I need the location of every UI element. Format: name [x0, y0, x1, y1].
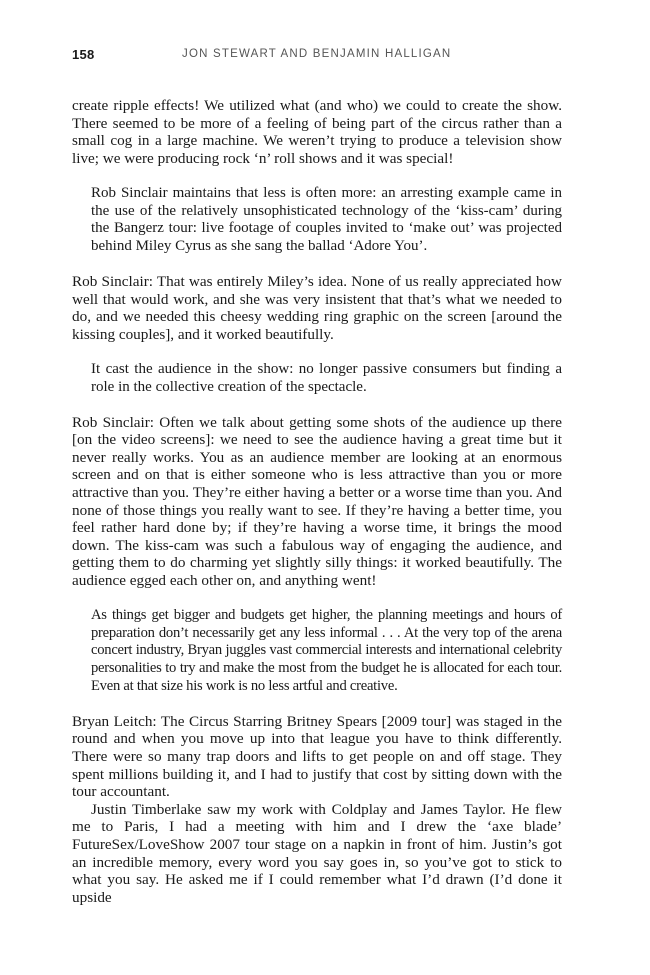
indented-paragraph: It cast the audience in the show: no longer passive consumers but finding a role in the collective creation of the spectacle.: [91, 360, 562, 395]
paragraph: Rob Sinclair: That was entirely Miley’s idea. None of us really appreciated how well that would work, and she was very insistent that that’s what we needed to do, and we needed this cheesy wedding ring graphic on the screen [around the kissing couples], and it worked beautifully.: [72, 272, 562, 343]
page-number: 158: [72, 47, 95, 62]
paragraph: Justin Timberlake saw my work with Coldplay and James Taylor. He flew me to Paris, I had a meeting with him and I drew the ‘axe blade’ FutureSex/LoveShow 2007 tour stage on a napkin in front of him. Justin’s got an incredible memory, every word you say goes in, so you’ve got to stick to what you say. He asked me if I could remember what I’d drawn (I’d done it upside: [72, 800, 562, 906]
paragraph: create ripple effects! We utilized what (and who) we could to create the show. There seemed to be more of a feeling of being part of the circus rather than a small cog in a large machine. We weren’t trying to produce a television show live; we were producing rock ‘n’ roll shows and it was special!: [72, 97, 562, 167]
body-text: [72, 97, 562, 906]
running-head: [72, 47, 562, 67]
paragraph: Rob Sinclair: Often we talk about getting some shots of the audience up there [on the video screens]: we need to see the audience having a great time but it never really works. You as an audience member are looking at an enormous screen and on that is either someone who is less attractive than you or more attractive than you. They’re either having a better or a worse time than you. And none of those things you really want to see. If they’re having a better time, you feel rather hard done by; if they’re having a worse time, it brings the mood down. The kiss-cam was such a fabulous way of engaging the audience, and getting them to do charming yet slightly silly things: it worked beautifully. The audience egged each other on, and anything went!: [72, 413, 562, 590]
indented-paragraph: Rob Sinclair maintains that less is often more: an arresting example came in the use of the relatively unsophisticated technology of the ‘kiss-cam’ during the Bangerz tour: live footage of couples invited to ‘make out’ was projected behind Miley Cyrus as she sang the ballad ‘Adore You’.: [91, 184, 562, 254]
paragraph: Bryan Leitch: The Circus Starring Britney Spears [2009 tour] was staged in the round and when you move up into that league you have to think differently. There were so many trap doors and lifts to get people on and off stage. They spent millions building it, and I had to justify that cost by sitting down with the tour accountant.: [72, 712, 562, 801]
running-title: JON STEWART AND BENJAMIN HALLIGAN: [182, 48, 452, 60]
indented-paragraph: As things get bigger and budgets get higher, the planning meetings and hours of preparation don’t necessarily get any less informal . . . At the very top of the arena concert industry, Bryan juggles vast commercial interests and international celebrity personalities to try and make the most from the budget he is allocated for each tour. Even at that size his work is no less artful and creative.: [91, 607, 562, 694]
